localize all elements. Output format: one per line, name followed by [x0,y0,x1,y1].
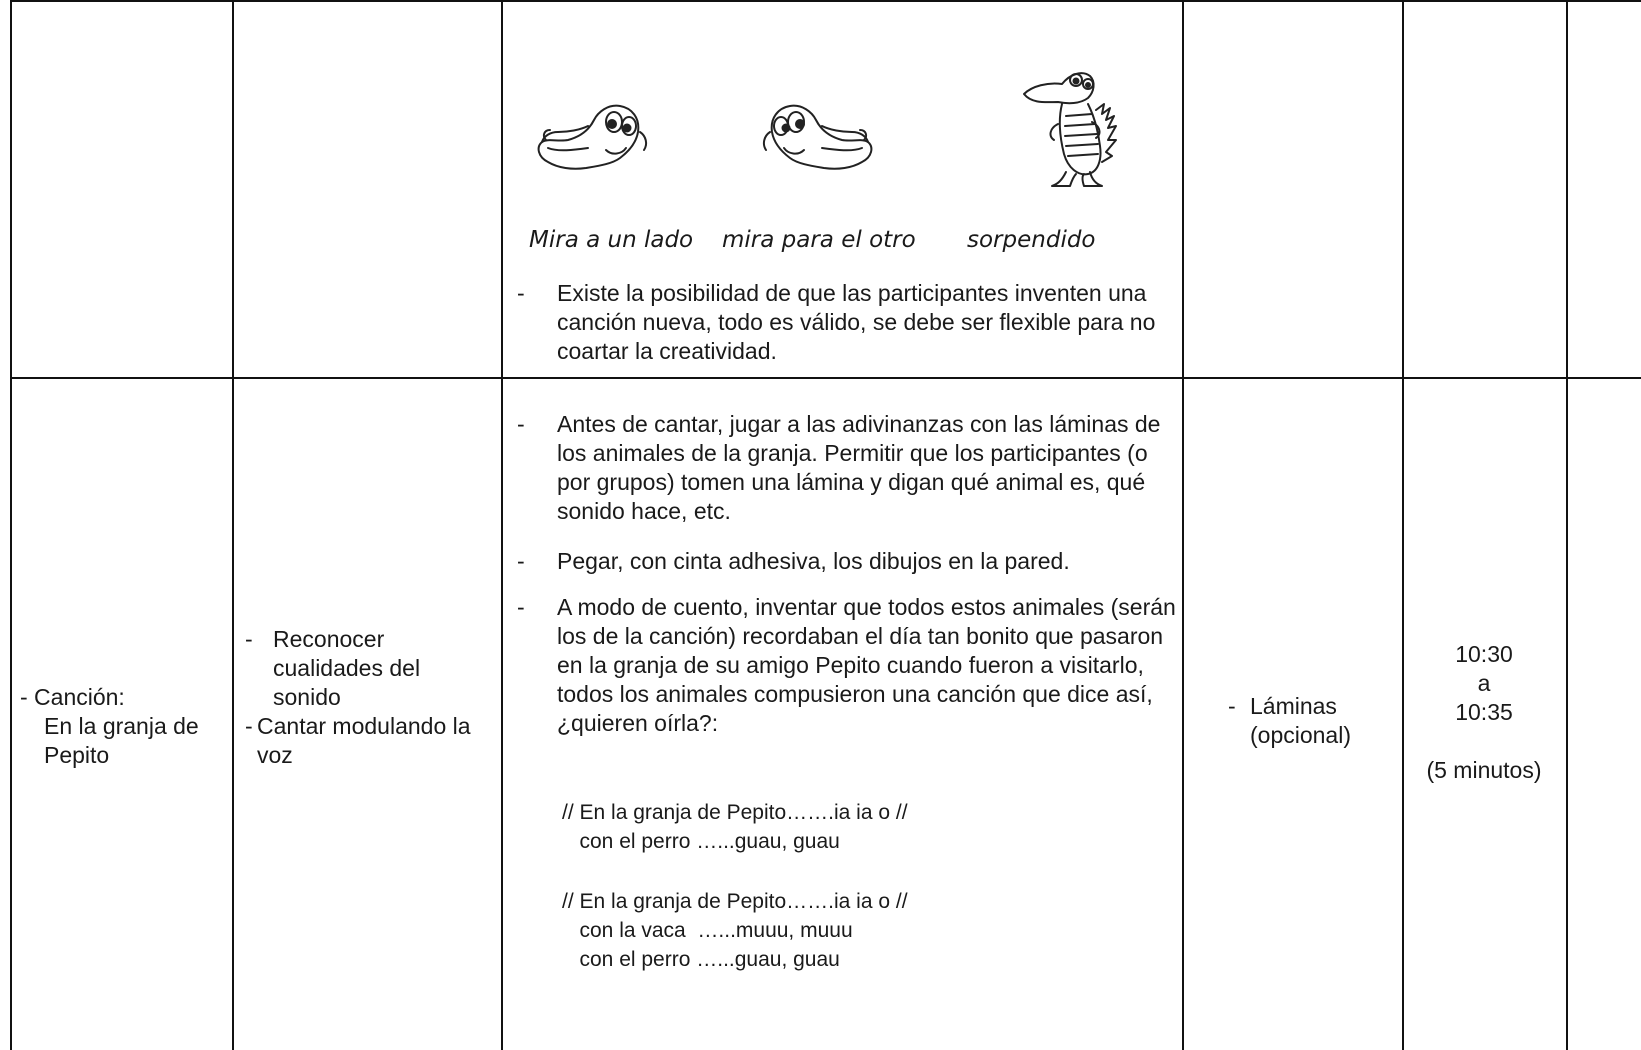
caption-looking-right: mira para el otro [722,227,916,253]
column-divider-4 [1402,0,1404,1050]
step-text: A modo de cuento, inventar que todos estos animales (serán los de la canción) recordaban el día tan bonito que pasaron en la granja de su amigo Pepito cuando fueron a visitarlo, todos los animales compusieron una canción que dice así, ¿quieren oírla?: [557,594,1176,736]
caption-surprised: sorpendido [967,227,1096,253]
step-item [517,410,1177,526]
time-spacer [1402,727,1566,756]
bullet-dash: - [1228,693,1236,719]
materials-line-1: Láminas [1250,693,1337,719]
row1-note-text: Existe la posibilidad de que las participantes inventen una canción nueva, todo es válido, se debe ser flexible para no coartar la creatividad. [557,280,1156,364]
column-divider-3 [1182,0,1184,1050]
bullet-dash: - [517,280,525,306]
bullet-dash: - [245,713,253,739]
objective-item [245,712,503,770]
objective-item [245,625,483,712]
time-cell [1402,640,1566,785]
row1-note [517,279,1177,366]
bullet-dash: - [517,411,525,437]
time-end: 10:35 [1455,699,1513,725]
row-divider [10,377,1641,379]
materials-cell [1228,692,1351,750]
time-start: 10:30 [1455,641,1513,667]
bullet-dash: - [517,594,525,620]
step-text: Antes de cantar, jugar a las adivinanzas con las láminas de los animales de la granja. Permitir que los participantes (o por grupos) tomen una lámina y digan qué animal es, qué sonido hace, etc. [557,411,1161,524]
objective-text: Reconocer cualidades del sonido [273,626,421,710]
bullet-dash: - [245,626,253,652]
crocodile-looking-left-image [528,92,658,182]
duration: (5 minutos) [1426,757,1542,783]
time-separator: a [1477,670,1491,696]
objective-text: Cantar modulando la voz [257,713,471,768]
step-item [517,547,1177,576]
bullet-dash: - [517,548,525,574]
column-border-right [1566,0,1568,1050]
crocodile-looking-right-image [752,92,882,182]
step-text: Pegar, con cinta adhesiva, los dibujos en la pared. [557,548,1070,574]
crocodile-surprised-image [1018,64,1128,194]
song-verse-1: // En la granja de Pepito…….ia ia o // con el perro …...guau, guau [562,801,908,853]
activity-line-1: - Canción: [20,684,125,710]
column-divider-2 [501,0,503,1050]
step-item [517,593,1177,738]
caption-looking-left: Mira a un lado [529,227,694,253]
activity-line-2: En la granja de [44,713,199,739]
objectives-cell [245,625,510,770]
column-divider-1 [232,0,234,1050]
activity-line-3: Pepito [44,742,110,768]
song-verse-2: // En la granja de Pepito…….ia ia o // con la vaca …...muuu, muuu con el perro …...guau, guau [562,890,908,971]
column-border-left [10,0,12,1050]
activity-cell [20,683,199,770]
table-top-border [10,0,1641,2]
materials-line-2: (opcional) [1250,722,1351,748]
